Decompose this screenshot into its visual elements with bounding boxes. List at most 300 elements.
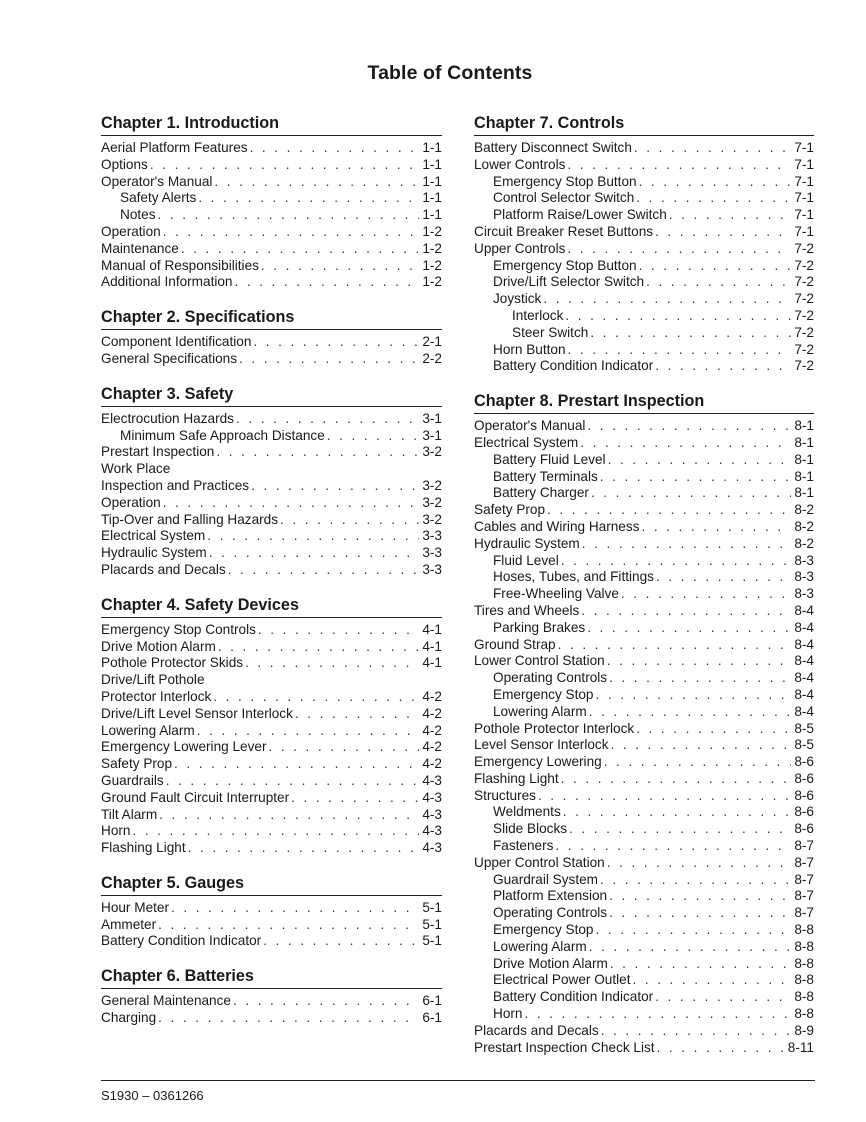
- toc-entry-title: Protector Interlock: [101, 688, 212, 704]
- dot-leader: [188, 840, 420, 857]
- toc-entry[interactable]: [474, 291, 814, 308]
- toc-entry-page: 2-1: [422, 334, 442, 350]
- toc-entry-title: Electrical System: [474, 434, 579, 450]
- toc-entry-title: Interlock: [512, 307, 564, 323]
- toc-entry-title: Hour Meter: [101, 899, 169, 915]
- chapter-section: [101, 966, 442, 1027]
- chapter-heading: Chapter 7. Controls: [474, 113, 814, 136]
- toc-entry-title: Prestart Inspection: [101, 444, 215, 460]
- dot-leader: [216, 444, 419, 461]
- toc-entry[interactable]: [101, 444, 442, 461]
- toc-entry-title: Flashing Light: [101, 840, 186, 856]
- toc-entry-title: Placards and Decals: [474, 1022, 599, 1038]
- toc-entry-title: Electrical System: [101, 528, 206, 544]
- chapter-section: [101, 113, 442, 291]
- toc-entry-title: Tires and Wheels: [474, 602, 580, 618]
- toc-entry[interactable]: [101, 157, 442, 174]
- toc-entry-title: Pothole Protector Interlock: [474, 720, 635, 736]
- toc-entry-page: 5-1: [422, 916, 442, 932]
- chapter-section: [101, 384, 442, 579]
- dot-leader: [524, 1006, 791, 1023]
- toc-entry[interactable]: [474, 553, 814, 570]
- toc-entry[interactable]: [101, 706, 442, 723]
- dot-leader: [587, 418, 791, 435]
- toc-entry[interactable]: [474, 274, 814, 291]
- toc-entry-title: Slide Blocks: [493, 821, 568, 837]
- toc-entry-title: Horn: [493, 1006, 523, 1022]
- dot-leader: [561, 771, 792, 788]
- toc-entry-title: Pothole Protector Skids: [101, 655, 244, 671]
- toc-entry-page: 8-6: [794, 821, 814, 837]
- dot-leader: [538, 788, 791, 805]
- toc-entry-title: Battery Condition Indicator: [493, 989, 654, 1005]
- toc-entry[interactable]: [101, 689, 442, 706]
- toc-entry[interactable]: [101, 478, 442, 495]
- toc-entry-title: Emergency Stop: [493, 686, 594, 702]
- toc-entry-page: 7-2: [794, 307, 814, 323]
- dot-leader: [655, 989, 791, 1006]
- toc-entry-title: Operation: [101, 494, 161, 510]
- toc-entry-title: Operator's Manual: [474, 418, 586, 434]
- toc-entry[interactable]: [474, 207, 814, 224]
- toc-entry[interactable]: [474, 788, 814, 805]
- toc-entry[interactable]: [474, 905, 814, 922]
- toc-entry[interactable]: [474, 536, 814, 553]
- toc-entry-title: Cables and Wiring Harness: [474, 518, 640, 534]
- toc-entry-title: Emergency Lowering: [474, 754, 602, 770]
- toc-entry[interactable]: [474, 342, 814, 359]
- toc-entry-page: 8-8: [794, 1006, 814, 1022]
- toc-entry-page: 8-4: [794, 653, 814, 669]
- toc-entry-list: [474, 136, 814, 375]
- toc-entry[interactable]: [474, 687, 814, 704]
- dot-leader: [258, 622, 419, 639]
- toc-entry-list: [474, 414, 814, 1056]
- toc-entry[interactable]: [474, 989, 814, 1006]
- toc-entry-page: 3-1: [422, 427, 442, 443]
- toc-entry-title: Manual of Responsibilities: [101, 257, 259, 273]
- chapter-heading: Chapter 1. Introduction: [101, 113, 442, 136]
- toc-entry-page: 4-2: [422, 756, 442, 772]
- toc-entry-title: Safety Prop: [101, 756, 173, 772]
- toc-entry[interactable]: [101, 917, 442, 934]
- toc-entry-title: Options: [101, 156, 148, 172]
- toc-entry-page: 3-2: [422, 511, 442, 527]
- toc-entry-title: Additional Information: [101, 274, 233, 290]
- toc-entry[interactable]: [474, 1006, 814, 1023]
- toc-entry-title: Fluid Level: [493, 552, 559, 568]
- toc-entry-page: 3-2: [422, 444, 442, 460]
- chapter-heading: Chapter 2. Specifications: [101, 307, 442, 330]
- dot-leader: [213, 689, 419, 706]
- toc-entry-title: Lowering Alarm: [493, 703, 587, 719]
- toc-entry-title: General Maintenance: [101, 993, 231, 1009]
- dot-leader: [251, 478, 419, 495]
- toc-entry-page: 8-5: [794, 720, 814, 736]
- toc-entry[interactable]: [101, 756, 442, 773]
- toc-entry[interactable]: [101, 562, 442, 579]
- toc-entry-page: 1-2: [422, 274, 442, 290]
- dot-leader: [159, 807, 419, 824]
- toc-entry-page: 7-2: [794, 257, 814, 273]
- toc-entry-title: Drive/Lift Level Sensor Interlock: [101, 705, 293, 721]
- toc-entry[interactable]: [101, 528, 442, 545]
- dot-leader: [587, 620, 791, 637]
- dot-leader: [158, 207, 420, 224]
- toc-entry[interactable]: [101, 495, 442, 512]
- toc-entry-list: [101, 989, 442, 1027]
- toc-entry[interactable]: [474, 972, 814, 989]
- toc-entry[interactable]: [474, 872, 814, 889]
- toc-entry-title: Platform Raise/Lower Switch: [493, 207, 667, 223]
- dot-leader: [198, 190, 419, 207]
- toc-entry-page: 5-1: [422, 899, 442, 915]
- toc-entry[interactable]: [101, 428, 442, 445]
- toc-entry-title: Steer Switch: [512, 324, 589, 340]
- toc-entry[interactable]: [474, 754, 814, 771]
- toc-entry-page: 3-3: [422, 528, 442, 544]
- toc-entry[interactable]: [101, 207, 442, 224]
- toc-entry[interactable]: [101, 723, 442, 740]
- dot-leader: [639, 258, 792, 275]
- toc-entry[interactable]: [101, 900, 442, 917]
- toc-entry-page: 8-11: [787, 1039, 814, 1055]
- toc-entry-page: 4-3: [422, 840, 442, 856]
- toc-entry-title: Aerial Platform Features: [101, 140, 248, 155]
- dot-leader: [591, 485, 791, 502]
- toc-entry-page: 8-2: [794, 535, 814, 551]
- dot-leader: [646, 274, 791, 291]
- toc-entry-page: 4-2: [422, 705, 442, 721]
- toc-entry-page: 4-1: [422, 638, 442, 654]
- toc-entry[interactable]: [101, 840, 442, 857]
- toc-entry-title: Hydraulic System: [101, 545, 207, 561]
- toc-entry[interactable]: [474, 704, 814, 721]
- toc-entry[interactable]: [101, 993, 442, 1010]
- toc-entry-page: 1-2: [422, 240, 442, 256]
- toc-entry-page: 3-2: [422, 494, 442, 510]
- toc-entry-title: Charging: [101, 1010, 157, 1026]
- dot-leader: [197, 723, 420, 740]
- dot-leader: [634, 140, 791, 157]
- toc-entry[interactable]: [474, 670, 814, 687]
- dot-leader: [608, 452, 792, 469]
- toc-entry[interactable]: [101, 274, 442, 291]
- toc-entry[interactable]: [474, 325, 814, 342]
- toc-entry[interactable]: [474, 157, 814, 174]
- toc-entry[interactable]: [474, 469, 814, 486]
- toc-entry[interactable]: [474, 956, 814, 973]
- toc-entry[interactable]: [101, 411, 442, 428]
- toc-entry[interactable]: [474, 140, 814, 157]
- dot-leader: [604, 754, 792, 771]
- dot-leader: [589, 704, 792, 721]
- toc-entry[interactable]: [474, 502, 814, 519]
- toc-entry[interactable]: [101, 334, 442, 351]
- dot-leader: [295, 706, 419, 723]
- toc-entry-title: Battery Charger: [493, 485, 589, 501]
- toc-entry-title: Joystick: [493, 291, 542, 307]
- toc-entry[interactable]: [101, 461, 442, 478]
- chapter-heading: Chapter 8. Prestart Inspection: [474, 391, 814, 414]
- toc-entry-page: 6-1: [422, 993, 442, 1009]
- dot-leader: [596, 922, 792, 939]
- toc-entry-page: 3-3: [422, 561, 442, 577]
- dot-leader: [555, 838, 791, 855]
- dot-leader: [263, 933, 419, 950]
- dot-leader: [582, 536, 792, 553]
- dot-leader: [291, 790, 419, 807]
- toc-entry[interactable]: [101, 140, 442, 157]
- toc-entry-page: 8-7: [794, 888, 814, 904]
- toc-entry-title: Tip-Over and Falling Hazards: [101, 511, 279, 527]
- toc-entry[interactable]: [474, 855, 814, 872]
- dot-leader: [636, 190, 791, 207]
- dot-leader: [590, 325, 791, 342]
- dot-leader: [150, 157, 419, 174]
- toc-entry-title: Free-Wheeling Valve: [493, 586, 619, 602]
- toc-entry-title: Minimum Safe Approach Distance: [120, 427, 325, 443]
- toc-entry[interactable]: [101, 790, 442, 807]
- toc-entry-title: Lowering Alarm: [493, 938, 587, 954]
- toc-entry-page: 4-3: [422, 789, 442, 805]
- toc-entry[interactable]: [101, 622, 442, 639]
- toc-entry-title: Hoses, Tubes, and Fittings: [493, 569, 654, 585]
- toc-entry[interactable]: [101, 190, 442, 207]
- dot-leader: [209, 545, 420, 562]
- toc-entry[interactable]: [474, 603, 814, 620]
- toc-entry-title: Battery Terminals: [493, 468, 598, 484]
- dot-leader: [558, 637, 792, 654]
- toc-entry[interactable]: [474, 435, 814, 452]
- toc-entry-page: 8-8: [794, 972, 814, 988]
- toc-entry-title: Drive/Lift Selector Switch: [493, 274, 645, 290]
- toc-entry[interactable]: [101, 807, 442, 824]
- dot-leader: [253, 334, 419, 351]
- toc-entry-title: Lower Controls: [474, 156, 566, 172]
- toc-entry-title: Safety Prop: [474, 502, 546, 518]
- dot-leader: [158, 1010, 419, 1027]
- toc-entry[interactable]: [101, 933, 442, 950]
- toc-entry-page: 8-1: [794, 418, 814, 434]
- toc-entry-page: 4-1: [422, 655, 442, 671]
- toc-entry[interactable]: [101, 174, 442, 191]
- dot-leader: [166, 773, 420, 790]
- toc-entry-page: 3-2: [422, 477, 442, 493]
- toc-entry[interactable]: [474, 838, 814, 855]
- dot-leader: [234, 274, 419, 291]
- dot-leader: [610, 956, 792, 973]
- toc-entry-page: 8-1: [794, 485, 814, 501]
- toc-entry[interactable]: [474, 519, 814, 536]
- toc-entry[interactable]: [474, 586, 814, 603]
- dot-leader: [547, 502, 791, 519]
- toc-entry-title: Electrical Power Outlet: [493, 972, 631, 988]
- toc-entry[interactable]: [474, 190, 814, 207]
- toc-entry-page: 8-6: [794, 787, 814, 803]
- toc-entry-page: 7-1: [794, 156, 814, 172]
- toc-entry-page: 8-8: [794, 922, 814, 938]
- dot-leader: [655, 358, 791, 375]
- dot-leader: [568, 342, 792, 359]
- dot-leader: [250, 140, 420, 157]
- toc-entry[interactable]: [101, 258, 442, 275]
- dot-leader: [280, 512, 419, 529]
- footer-divider: [101, 1080, 815, 1081]
- toc-entry-page: 7-1: [794, 173, 814, 189]
- toc-entry[interactable]: [474, 452, 814, 469]
- toc-entry-title: Battery Fluid Level: [493, 451, 606, 467]
- toc-entry-page: 7-1: [794, 223, 814, 239]
- toc-entry[interactable]: [101, 672, 442, 689]
- toc-entry-page: 8-6: [794, 754, 814, 770]
- toc-entry-title: Placards and Decals: [101, 561, 226, 577]
- toc-entry-page: 8-6: [794, 804, 814, 820]
- toc-entry-page: 7-2: [794, 341, 814, 357]
- toc-entry[interactable]: [474, 737, 814, 754]
- dot-leader: [181, 241, 420, 258]
- toc-entry-list: [101, 618, 442, 857]
- toc-left-column: [101, 113, 442, 1043]
- toc-entry[interactable]: [101, 241, 442, 258]
- toc-entry-page: 8-6: [794, 770, 814, 786]
- toc-entry[interactable]: [474, 241, 814, 258]
- toc-entry-page: 8-8: [794, 989, 814, 1005]
- toc-entry[interactable]: [474, 922, 814, 939]
- toc-entry[interactable]: [474, 1023, 814, 1040]
- toc-entry[interactable]: [474, 418, 814, 435]
- dot-leader: [596, 687, 792, 704]
- toc-entry-title: Weldments: [493, 804, 561, 820]
- toc-entry[interactable]: [101, 351, 442, 368]
- toc-entry-title: Battery Condition Indicator: [101, 933, 262, 949]
- footer-doc-id: S1930 – 0361266: [101, 1088, 204, 1103]
- dot-leader: [214, 174, 419, 191]
- toc-entry-page: 8-7: [794, 854, 814, 870]
- toc-entry-page: 8-7: [794, 838, 814, 854]
- chapter-heading: Chapter 6. Batteries: [101, 966, 442, 989]
- dot-leader: [639, 174, 792, 191]
- toc-entry-title: Component Identification: [101, 334, 252, 350]
- toc-entry[interactable]: [474, 939, 814, 956]
- toc-entry[interactable]: [474, 308, 814, 325]
- toc-entry-list: [101, 407, 442, 579]
- toc-entry[interactable]: [474, 358, 814, 375]
- toc-entry[interactable]: [474, 224, 814, 241]
- toc-entry-page: 2-2: [422, 350, 442, 366]
- toc-entry-title: Fasteners: [493, 838, 554, 854]
- toc-entry[interactable]: [101, 545, 442, 562]
- dot-leader: [567, 241, 791, 258]
- toc-entry-page: 7-2: [794, 240, 814, 256]
- dot-leader: [233, 993, 419, 1010]
- toc-entry[interactable]: [101, 773, 442, 790]
- toc-entry-page: 8-9: [794, 1022, 814, 1038]
- toc-entry-page: 8-4: [794, 619, 814, 635]
- dot-leader: [655, 224, 791, 241]
- toc-entry[interactable]: [101, 1010, 442, 1027]
- toc-entry[interactable]: [474, 771, 814, 788]
- toc-entry-title: Horn: [101, 823, 131, 839]
- toc-entry-title: Tilt Alarm: [101, 806, 158, 822]
- chapter-heading: Chapter 5. Gauges: [101, 873, 442, 896]
- dot-leader: [636, 721, 791, 738]
- toc-entry-page: 8-4: [794, 686, 814, 702]
- toc-entry-page: 4-2: [422, 739, 442, 755]
- toc-entry[interactable]: [474, 1040, 814, 1057]
- toc-entry-title: Notes: [120, 207, 156, 223]
- toc-entry-title: Control Selector Switch: [493, 190, 635, 206]
- toc-entry-page: 7-1: [794, 140, 814, 155]
- toc-entry[interactable]: [474, 804, 814, 821]
- toc-entry[interactable]: [474, 721, 814, 738]
- toc-entry[interactable]: [101, 639, 442, 656]
- dot-leader: [609, 888, 791, 905]
- chapter-section: [101, 307, 442, 368]
- toc-entry[interactable]: [474, 653, 814, 670]
- toc-entry-title: Emergency Stop Button: [493, 257, 637, 273]
- chapter-section: [101, 595, 442, 857]
- chapter-section: [474, 113, 814, 375]
- toc-entry-page: 8-2: [794, 518, 814, 534]
- toc-entry[interactable]: [474, 569, 814, 586]
- chapter-heading: Chapter 3. Safety: [101, 384, 442, 407]
- toc-entry[interactable]: [474, 174, 814, 191]
- toc-entry-title: General Specifications: [101, 350, 238, 366]
- toc-entry-title: Emergency Stop Controls: [101, 621, 256, 637]
- toc-entry[interactable]: [474, 258, 814, 275]
- toc-entry[interactable]: [474, 888, 814, 905]
- dot-leader: [607, 653, 792, 670]
- toc-entry-title: Drive/Lift Pothole: [101, 672, 205, 688]
- toc-entry-page: 4-2: [422, 688, 442, 704]
- toc-entry-page: 5-1: [422, 933, 442, 949]
- toc-entry-title: Upper Control Station: [474, 854, 605, 870]
- toc-entry-title: Maintenance: [101, 240, 179, 256]
- toc-entry-title: Operator's Manual: [101, 173, 213, 189]
- toc-entry[interactable]: [474, 485, 814, 502]
- toc-entry-page: 4-1: [422, 621, 442, 637]
- toc-entry[interactable]: [474, 620, 814, 637]
- toc-entry-page: 8-4: [794, 670, 814, 686]
- toc-entry-page: 8-1: [794, 451, 814, 467]
- toc-entry-page: 1-1: [422, 190, 442, 206]
- toc-entry[interactable]: [101, 823, 442, 840]
- toc-entry[interactable]: [474, 637, 814, 654]
- toc-entry-page: 7-2: [794, 324, 814, 340]
- dot-leader: [563, 804, 792, 821]
- dot-leader: [657, 1040, 785, 1057]
- toc-entry[interactable]: [101, 739, 442, 756]
- toc-entry-title: Ammeter: [101, 916, 157, 932]
- toc-entry[interactable]: [101, 655, 442, 672]
- page-title: Table of Contents: [367, 62, 533, 84]
- dot-leader: [569, 821, 791, 838]
- toc-entry-title: Ground Fault Circuit Interrupter: [101, 789, 290, 805]
- toc-entry[interactable]: [101, 224, 442, 241]
- toc-entry-title: Platform Extension: [493, 888, 608, 904]
- toc-entry[interactable]: [101, 512, 442, 529]
- dot-leader: [327, 428, 420, 445]
- toc-entry-title: Emergency Stop Button: [493, 173, 637, 189]
- toc-entry-page: 1-1: [422, 156, 442, 172]
- toc-entry-page: 1-1: [422, 207, 442, 223]
- toc-entry[interactable]: [474, 821, 814, 838]
- toc-entry-title: Operating Controls: [493, 905, 608, 921]
- toc-entry-title: Lowering Alarm: [101, 722, 195, 738]
- toc-entry-page: 1-1: [422, 173, 442, 189]
- toc-entry-title: Prestart Inspection Check List: [474, 1039, 655, 1055]
